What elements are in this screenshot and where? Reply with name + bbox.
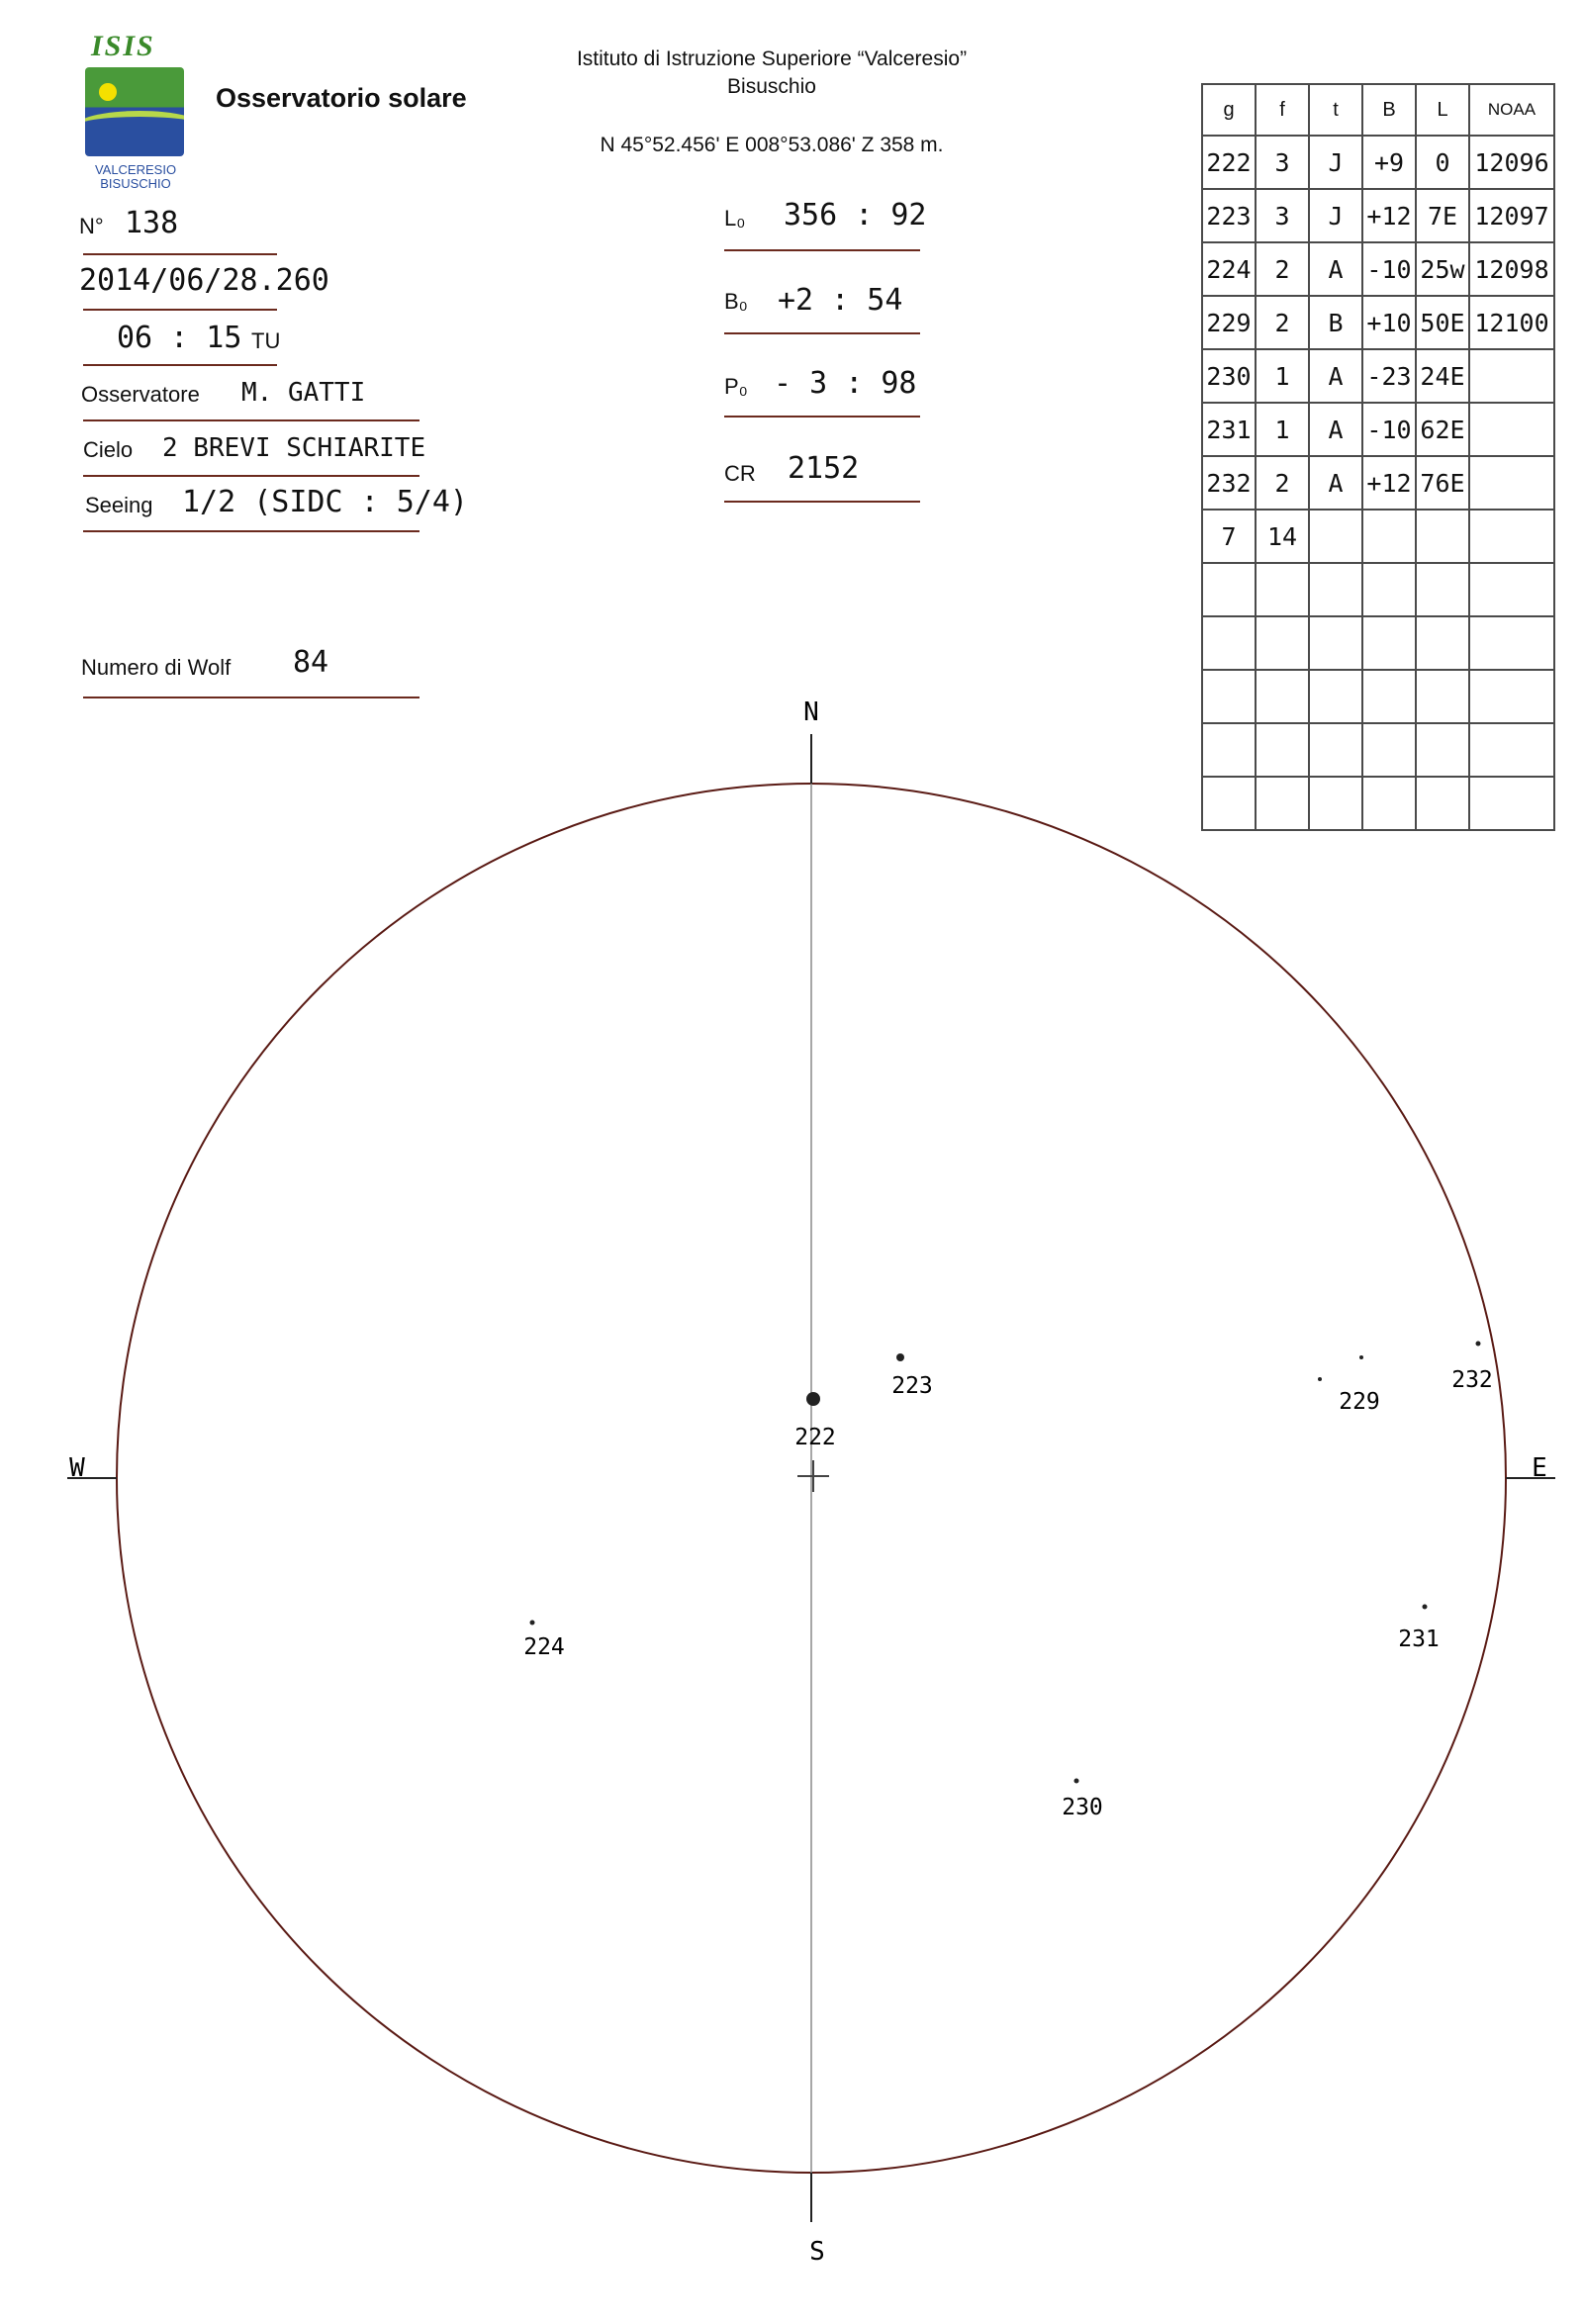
cell-longitude: 25w bbox=[1416, 242, 1469, 296]
cell-type: A bbox=[1309, 349, 1362, 403]
cell-spots: 1 bbox=[1256, 403, 1309, 456]
observatory-coordinates: N 45°52.456' E 008°53.086' Z 358 m. bbox=[600, 134, 944, 156]
cell-latitude: +9 bbox=[1362, 136, 1416, 189]
sunspot-mark bbox=[530, 1621, 535, 1626]
cell-latitude: +12 bbox=[1362, 189, 1416, 242]
cr-value: 2152 bbox=[788, 451, 860, 486]
sunspot-mark bbox=[806, 1392, 820, 1406]
observer-label: Osservatore bbox=[81, 382, 200, 407]
sunspot-group-label: 230 bbox=[1062, 1795, 1103, 1820]
col-header-group: g bbox=[1202, 84, 1256, 136]
wolf-number-value: 84 bbox=[293, 645, 329, 680]
cell-type: A bbox=[1309, 403, 1362, 456]
col-header-spots: f bbox=[1256, 84, 1309, 136]
cell-longitude: 76E bbox=[1416, 456, 1469, 510]
cell-type: B bbox=[1309, 296, 1362, 349]
time-value: 06 : 15 bbox=[117, 321, 242, 355]
p0-label: P₀ bbox=[724, 374, 748, 399]
cell-type: J bbox=[1309, 136, 1362, 189]
cell-longitude: 50E bbox=[1416, 296, 1469, 349]
logo-caption-2: BISUSCHIO bbox=[100, 176, 171, 191]
cell-noaa: 12098 bbox=[1469, 242, 1554, 296]
number-value: 138 bbox=[125, 206, 179, 240]
cell-latitude: -10 bbox=[1362, 403, 1416, 456]
logo-text: ISIS bbox=[91, 30, 155, 62]
cell-longitude: 62E bbox=[1416, 403, 1469, 456]
sunspot-group-label: 229 bbox=[1339, 1389, 1380, 1415]
cell-spots: 2 bbox=[1256, 456, 1309, 510]
sunspot-mark bbox=[1359, 1355, 1363, 1359]
cell-spots: 14 bbox=[1256, 510, 1309, 563]
cell-latitude: -23 bbox=[1362, 349, 1416, 403]
seeing-value: 1/2 (SIDC : 5/4) bbox=[182, 485, 468, 519]
seeing-label: Seeing bbox=[85, 493, 153, 517]
cell-longitude: 24E bbox=[1416, 349, 1469, 403]
cell-group: 7 bbox=[1202, 510, 1256, 563]
cell-noaa: 12096 bbox=[1469, 136, 1554, 189]
sunspot-mark bbox=[1318, 1377, 1322, 1381]
logo-caption-1: VALCERESIO bbox=[94, 162, 177, 177]
col-header-noaa: NOAA bbox=[1469, 84, 1554, 136]
l0-label: L₀ bbox=[724, 206, 746, 231]
cell-longitude: 7E bbox=[1416, 189, 1469, 242]
page-title: Osservatorio solare bbox=[216, 83, 467, 113]
cell-group: 231 bbox=[1202, 403, 1256, 456]
sunspot-mark bbox=[1423, 1605, 1428, 1610]
col-header-type: t bbox=[1309, 84, 1362, 136]
sunspot-mark bbox=[1476, 1342, 1481, 1347]
col-header-latitude: B bbox=[1362, 84, 1416, 136]
p0-value: - 3 : 98 bbox=[774, 366, 917, 401]
b0-label: B₀ bbox=[724, 289, 748, 314]
cell-type: A bbox=[1309, 242, 1362, 296]
cell-noaa: 12100 bbox=[1469, 296, 1554, 349]
time-unit: TU bbox=[251, 328, 281, 353]
col-header-longitude: L bbox=[1416, 84, 1469, 136]
north-label: N bbox=[803, 697, 819, 727]
institute-name: Istituto di Istruzione Superiore “Valceresio” bbox=[576, 47, 968, 70]
sunspot-group-label: 232 bbox=[1451, 1367, 1493, 1393]
date-value: 2014/06/28.260 bbox=[79, 263, 329, 298]
sunspot-group-label: 231 bbox=[1398, 1627, 1440, 1652]
cell-spots: 2 bbox=[1256, 296, 1309, 349]
wolf-number-label: Numero di Wolf bbox=[81, 655, 232, 680]
cell-group: 222 bbox=[1202, 136, 1256, 189]
cell-latitude: +12 bbox=[1362, 456, 1416, 510]
cell-group: 232 bbox=[1202, 456, 1256, 510]
sky-value: 2 BREVI SCHIARITE bbox=[162, 433, 426, 463]
cell-longitude: 0 bbox=[1416, 136, 1469, 189]
cell-type: J bbox=[1309, 189, 1362, 242]
west-label: W bbox=[69, 1453, 85, 1483]
b0-value: +2 : 54 bbox=[778, 283, 903, 318]
south-label: S bbox=[809, 2237, 825, 2267]
number-label: N° bbox=[79, 214, 104, 238]
cell-group: 230 bbox=[1202, 349, 1256, 403]
cell-latitude: -10 bbox=[1362, 242, 1416, 296]
cell-type: A bbox=[1309, 456, 1362, 510]
cell-spots: 3 bbox=[1256, 189, 1309, 242]
sunspot-mark bbox=[1074, 1779, 1079, 1784]
institute-town: Bisuschio bbox=[727, 75, 816, 98]
l0-value: 356 : 92 bbox=[784, 198, 927, 232]
cell-group: 224 bbox=[1202, 242, 1256, 296]
sunspot-mark bbox=[896, 1353, 904, 1361]
observer-value: M. GATTI bbox=[241, 378, 366, 408]
sunspot-group-label: 224 bbox=[523, 1634, 565, 1660]
cell-group: 223 bbox=[1202, 189, 1256, 242]
sunspot-group-label: 223 bbox=[891, 1373, 933, 1399]
cell-noaa: 12097 bbox=[1469, 189, 1554, 242]
east-label: E bbox=[1532, 1453, 1547, 1483]
sky-label: Cielo bbox=[83, 437, 134, 462]
cell-spots: 3 bbox=[1256, 136, 1309, 189]
cr-label: CR bbox=[724, 461, 756, 486]
sunspot-group-label: 222 bbox=[794, 1425, 836, 1450]
cell-group: 229 bbox=[1202, 296, 1256, 349]
cell-spots: 1 bbox=[1256, 349, 1309, 403]
cell-latitude: +10 bbox=[1362, 296, 1416, 349]
cell-spots: 2 bbox=[1256, 242, 1309, 296]
